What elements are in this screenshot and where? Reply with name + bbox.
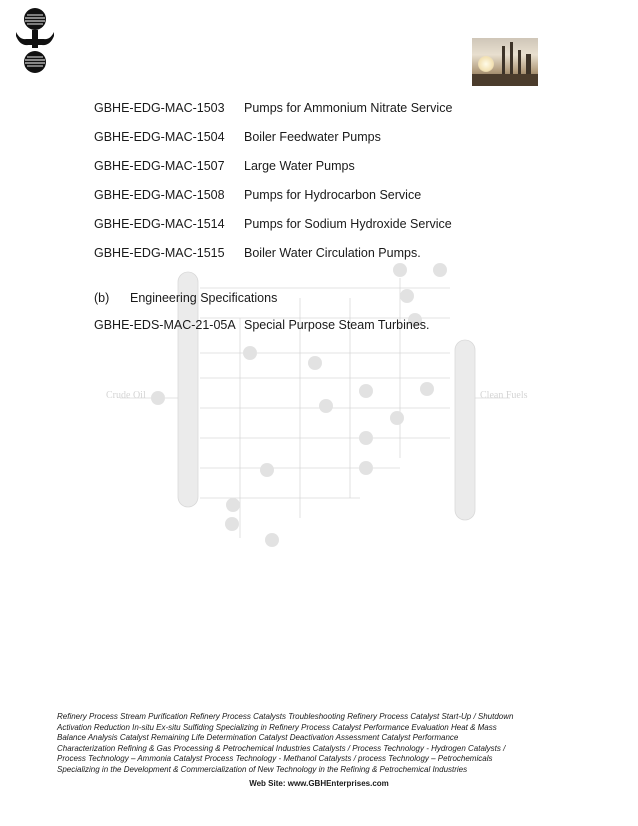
doc-code: GBHE-EDG-MAC-1515 [94,246,225,260]
website-link[interactable]: Web Site: www.GBHEnterprises.com [249,779,389,788]
doc-code: GBHE-EDG-MAC-1514 [94,217,225,231]
footer-line: Characterization Refining & Gas Processing & Petrochemical Industries Catalysts / Process Technology - Hydrogen Catalysts / [57,743,506,753]
doc-title: Boiler Water Circulation Pumps. [244,246,421,260]
spec-title: Special Purpose Steam Turbines. [244,318,430,332]
tower [526,54,531,76]
smokestack [518,50,521,76]
doc-code: GBHE-EDG-MAC-1507 [94,159,225,173]
footer-line: Activation Reduction In-situ Ex-situ Sulfiding Specializing in Refinery Process Catalyst Performance Evaluation Heat & Mass [57,722,497,732]
footer-line: Balance Analysis Catalyst Remaining Life Determination Catalyst Deactivation Assessment Catalyst Performance [57,733,459,743]
crude-oil-label: Crude Oil [106,390,146,401]
doc-title: Pumps for Hydrocarbon Service [244,188,422,202]
doc-title: Pumps for Sodium Hydroxide Service [244,217,452,231]
refinery-photo [472,38,538,86]
sun-glare [478,56,494,72]
clean-fuels-label: Clean Fuels [480,390,528,401]
spec-code: GBHE-EDS-MAC-21-05A [94,318,236,332]
section-label: (b) [94,291,110,305]
doc-title: Boiler Feedwater Pumps [244,130,381,144]
photo-ground [472,74,538,86]
gbh-logo-icon [12,6,58,76]
footer-services [57,712,557,776]
doc-title: Large Water Pumps [244,159,355,173]
doc-code: GBHE-EDG-MAC-1503 [94,101,225,115]
footer-line: Process Technology – Ammonia Catalyst Process Technology - Methanol Catalysts / process Technology – Petrochemicals [57,754,493,764]
doc-title: Pumps for Ammonium Nitrate Service [244,101,453,115]
doc-code: GBHE-EDG-MAC-1508 [94,188,225,202]
doc-code: GBHE-EDG-MAC-1504 [94,130,225,144]
smokestack [510,42,513,76]
footer-line: Refinery Process Stream Purification Refinery Process Catalysts Troubleshooting Refinery Process Catalyst Start-Up / Shutdown [57,712,514,721]
footer-line: Specializing in the Development & Commercialization of New Technology in the Refining & Petrochemical Industries [57,764,468,774]
section-title: Engineering Specifications [130,291,278,305]
smokestack [502,46,505,76]
